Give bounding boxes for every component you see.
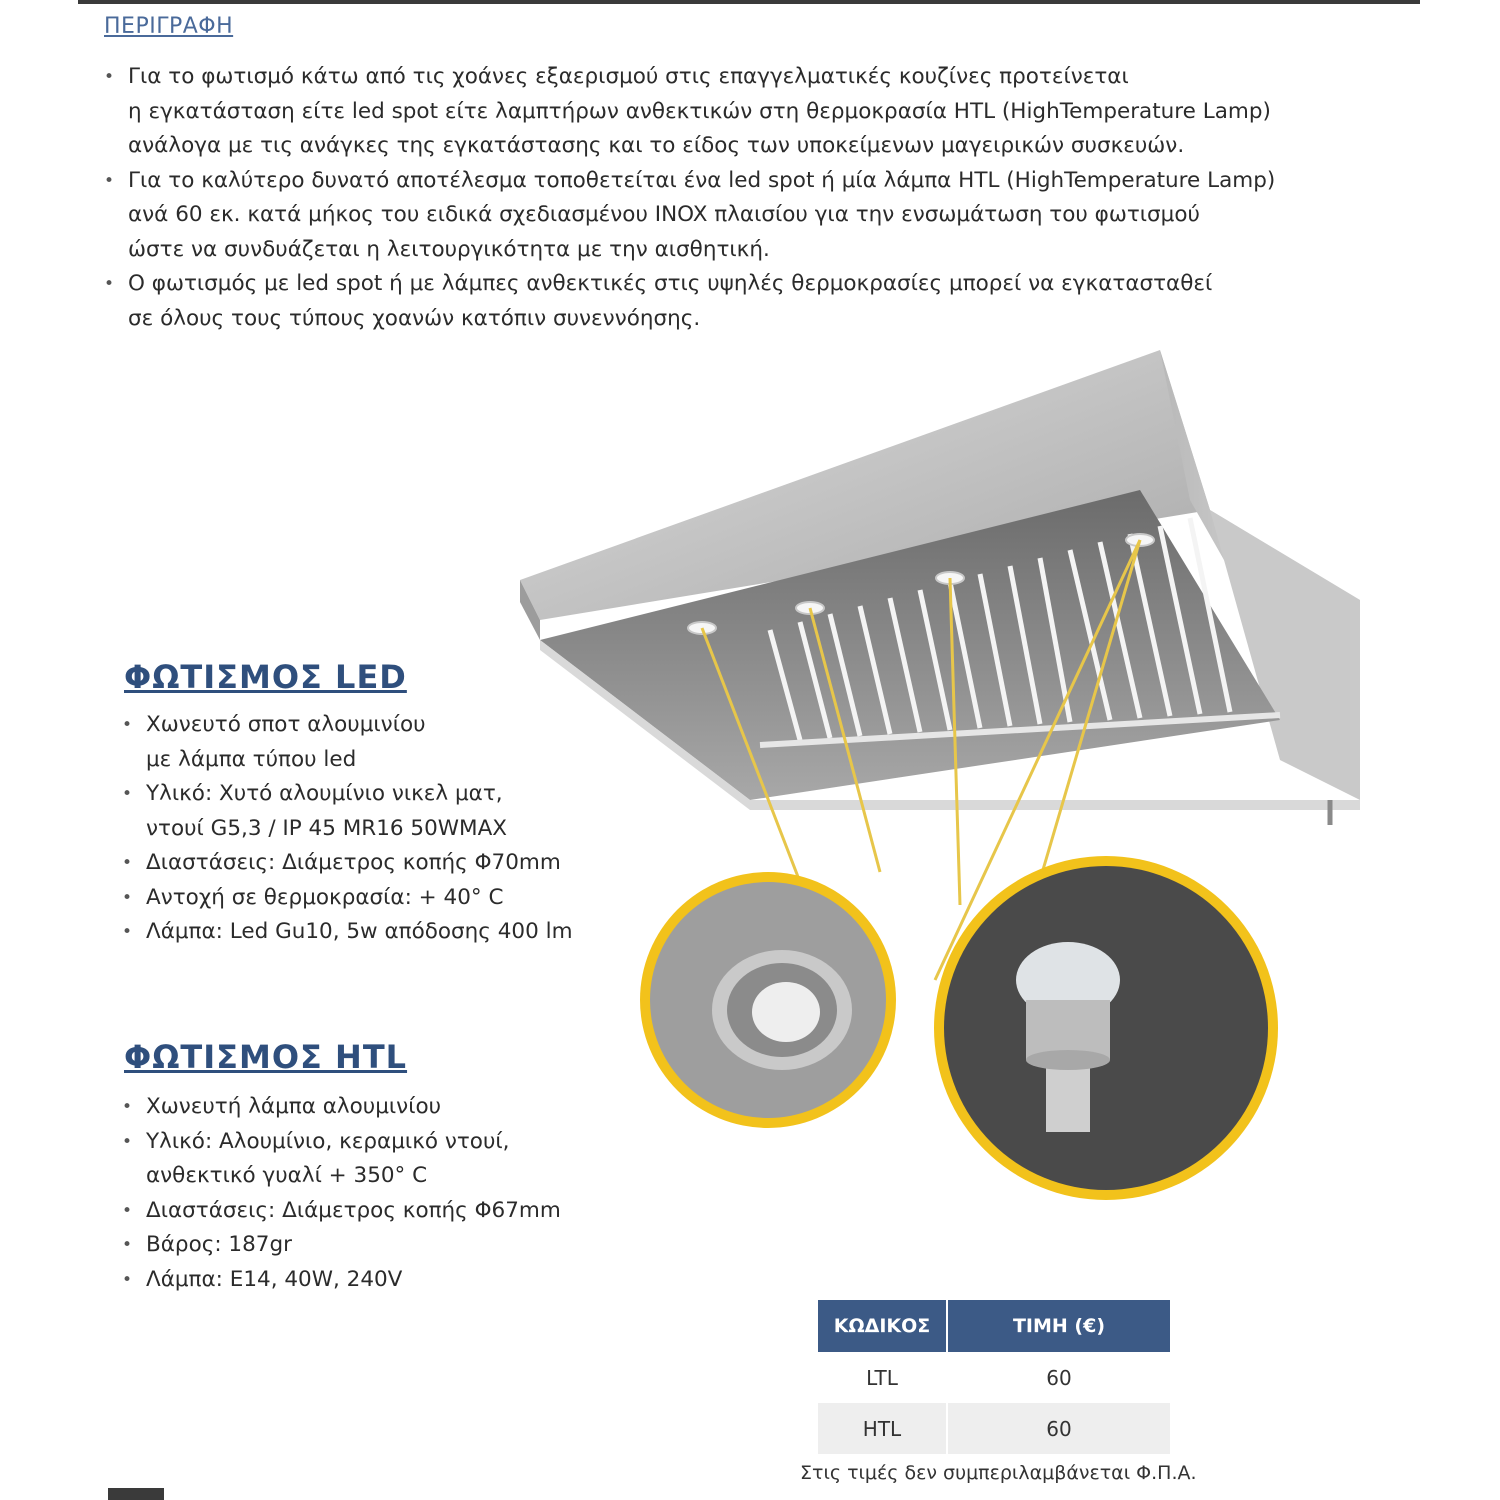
line: ανθεκτικό γυαλί + 350° C: [146, 1163, 428, 1188]
line: Λάμπα: Led Gu10, 5w απόδοσης 400 lm: [146, 919, 573, 944]
spec-item: [118, 846, 638, 881]
price-table: [818, 1300, 1172, 1454]
line: Χωνευτή λάμπα αλουμινίου: [146, 1094, 442, 1119]
description-list: [100, 60, 1420, 336]
line: Υλικό: Αλουμίνιο, κεραμικό ντουί,: [146, 1128, 510, 1154]
price-cell: 60: [947, 1403, 1171, 1454]
line: με λάμπα τύπου led: [146, 746, 357, 772]
column-header-price: ΤΙΜΗ (€): [947, 1300, 1171, 1352]
line: Χωνευτό σποτ αλουμινίου: [146, 712, 426, 737]
column-header-code: ΚΩΔΙΚΟΣ: [818, 1300, 947, 1352]
line: Αντοχή σε θερμοκρασία: + 40° C: [146, 884, 504, 910]
led-spec-list: [118, 708, 638, 950]
htl-lamp-detail: [934, 856, 1278, 1200]
line: Διαστάσεις: Διάμετρος κοπής Φ67mm: [146, 1197, 561, 1223]
htl-spec-list: [118, 1090, 638, 1297]
spec-item: [118, 708, 638, 777]
line: Ο φωτισμός με led spot ή με λάμπες ανθεκτικές στις υψηλές θερμοκρασίες μπορεί να εγκατασταθεί: [128, 271, 1213, 296]
table-row: [818, 1403, 1171, 1454]
spec-item: [118, 1194, 638, 1229]
code-cell: HTL: [818, 1403, 947, 1454]
line: σε όλους τους τύπους χοανών κατόπιν συνεννόησης.: [128, 305, 701, 331]
top-rule: [78, 0, 1420, 4]
description-bullet: [100, 267, 1420, 336]
spec-item: [118, 1228, 638, 1263]
price-cell: 60: [947, 1352, 1171, 1403]
code-cell: LTL: [818, 1352, 947, 1403]
line: η εγκατάσταση είτε led spot είτε λαμπτήρων ανθεκτικών στη θερμοκρασία HTL (HighTemperature Lamp): [128, 98, 1271, 124]
htl-section-title: ΦΩΤΙΣΜΟΣ HTL: [124, 1038, 408, 1076]
line: ανάλογα με τις ανάγκες της εγκατάστασης και το είδος των υποκείμενων μαγειρικών συσκευών.: [128, 133, 1185, 158]
line: ώστε να συνδυάζεται η λειτουργικότητα με την αισθητική.: [128, 236, 770, 262]
description-bullet: [100, 60, 1420, 164]
vat-note: Στις τιμές δεν συμπεριλαμβάνεται Φ.Π.Α.: [800, 1462, 1197, 1484]
spec-item: [118, 881, 638, 916]
led-spot-detail: [640, 872, 896, 1128]
spec-item: [118, 777, 638, 846]
line: ανά 60 εκ. κατά μήκος του ειδικά σχεδιασμένου INOX πλαισίου για την ενσωμάτωση του φωτισμού: [128, 202, 1200, 227]
footer-block: [108, 1488, 164, 1500]
line: Βάρος: 187gr: [146, 1232, 292, 1257]
spec-item: [118, 1125, 638, 1194]
line: Λάμπα: Ε14, 40W, 240V: [146, 1266, 403, 1292]
led-section-title: ΦΩΤΙΣΜΟΣ LED: [124, 658, 407, 696]
spec-item: [118, 1090, 638, 1125]
description-title: ΠΕΡΙΓΡΑΦΗ: [104, 14, 234, 39]
line: Υλικό: Χυτό αλουμίνιο νικελ ματ,: [146, 781, 503, 806]
spec-item: [118, 915, 638, 950]
line: ντουί G5,3 / IP 45 MR16 50WMAX: [146, 815, 508, 841]
line: Για το καλύτερο δυνατό αποτέλεσμα τοποθετείται ένα led spot ή μία λάμπα HTL (HighTemperature Lamp): [128, 167, 1276, 193]
table-row: [818, 1352, 1171, 1403]
table-header-row: [818, 1300, 1171, 1352]
line: Για το φωτισμό κάτω από τις χοάνες εξαερισμού στις επαγγελματικές κουζίνες προτείνεται: [128, 64, 1129, 89]
line: Διαστάσεις: Διάμετρος κοπής Φ70mm: [146, 850, 561, 875]
description-bullet: [100, 164, 1420, 268]
spec-item: [118, 1263, 638, 1298]
